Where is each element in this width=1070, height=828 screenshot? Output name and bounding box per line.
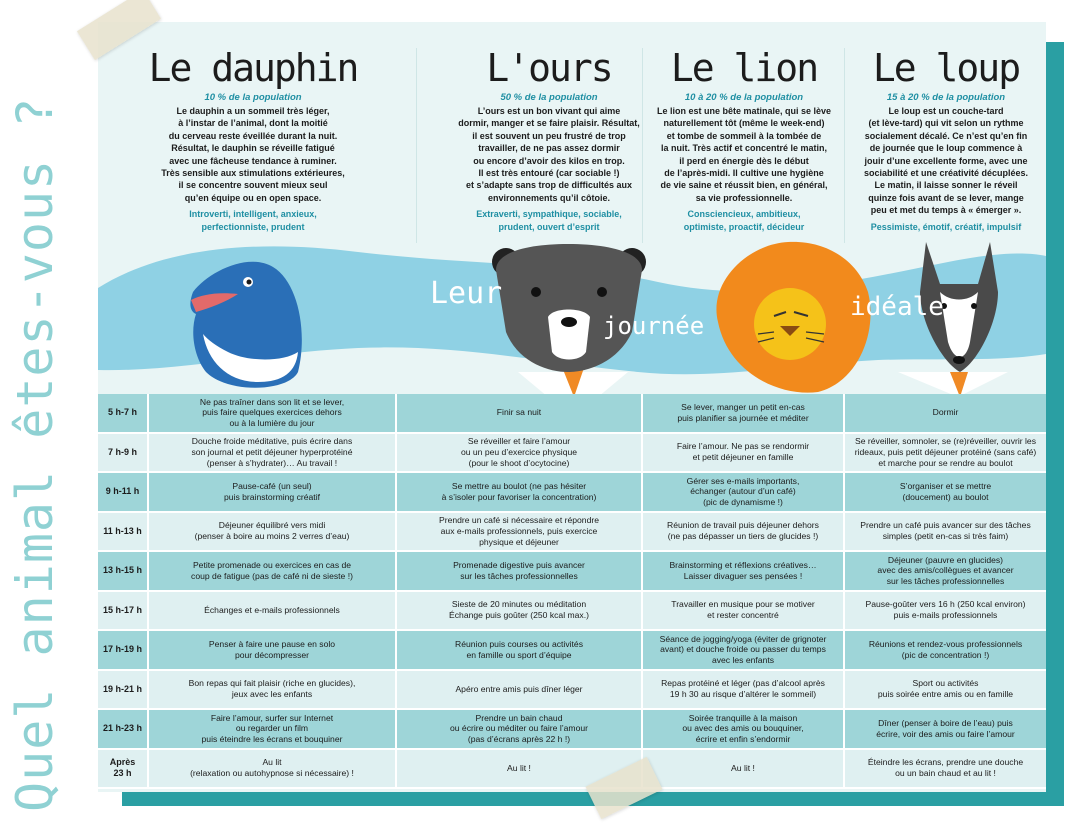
poster <box>98 22 1046 792</box>
schedule-cell: Au lit ! <box>642 749 844 789</box>
schedule-cell: Sieste de 20 minutes ou méditation Échange puis goûter (250 kcal max.) <box>396 591 642 631</box>
schedule-cell: Pause-goûter vers 16 h (250 kcal environ) puis e-mails professionnels <box>844 591 1046 631</box>
schedule-cell: Faire l’amour. Ne pas se rendormir et petit déjeuner en famille <box>642 433 844 473</box>
animal-desc: Le lion est une bête matinale, qui se lève naturellement tôt (même le week-end) et tombe de sommeil à la tombée de la nuit. Très actif et concentré le matin, il perd en énergie dès le début de l’après-midi. Il cultive une hygiène de vie saine et réussit bien, en général, sa vie professionnelle. <box>656 106 832 203</box>
schedule-cell: Réunion de travail puis déjeuner dehors (ne pas dépasser un tiers de glucides !) <box>642 512 844 552</box>
animal-pct: 50 % de la population <box>500 92 598 103</box>
schedule-cell: Prendre un café puis avancer sur des tâches simples (petit en-cas si très faim) <box>844 512 1046 552</box>
schedule-cell: Se mettre au boulot (ne pas hésiter à s’isoler pour favoriser la concentration) <box>396 472 642 512</box>
schedule-cell: Promenade digestive puis avancer sur les tâches professionnelles <box>396 551 642 591</box>
table-row <box>98 749 1046 789</box>
schedule-cell: Séance de jogging/yoga (éviter de grignoter avant) et douche froide ou passer du temps avec les enfants <box>642 630 844 670</box>
table-row <box>98 394 1046 433</box>
time-slot: 19 h-21 h <box>98 670 148 710</box>
schedule-cell: Petite promenade ou exercices en cas de coup de fatigue (pas de café ni de sieste !) <box>148 551 396 591</box>
animal-traits: Extraverti, sympathique, sociable, prudent, ouvert d’esprit <box>476 209 622 232</box>
table-row <box>98 551 1046 591</box>
band-word-3: idéale <box>850 292 944 322</box>
schedule-cell: Apéro entre amis puis dîner léger <box>396 670 642 710</box>
band-word-2: journée <box>603 312 705 340</box>
schedule-cell: Soirée tranquille à la maison ou avec des amis ou bouquiner, écrire et enfin s’endormir <box>642 709 844 749</box>
schedule-cell: Éteindre les écrans, prendre une douche ou un bain chaud et au lit ! <box>844 749 1046 789</box>
schedule-cell: Travailler en musique pour se motiver et rester concentré <box>642 591 844 631</box>
table-row <box>98 512 1046 552</box>
animal-pct: 15 à 20 % de la population <box>886 92 1006 103</box>
table-row <box>98 709 1046 749</box>
table-row <box>98 433 1046 473</box>
schedule-cell: Douche froide méditative, puis écrire dans son journal et petit déjeuner hyperprotéiné (penser à s’hydrater)… Au travail ! <box>148 433 396 473</box>
time-slot: 15 h-17 h <box>98 591 148 631</box>
animal-desc: L’ours est un bon vivant qui aime dormir, manger et se faire plaisir. Résultat, il est souvent un peu frustré de trop travailler, de ne pas assez dormir ou encore d’avoir des kilos en trop. Il est très entouré (car sociable !) et s’adapte sans trop de difficultés aux environnements qu’il côtoie. <box>458 106 640 203</box>
animal-desc: Le loup est un couche-tard (et lève-tard) qui vit selon un rythme socialement décalé. Ce n’est qu’en fin de journée que le loup commence à jouir d’une excellente forme, avec une sociabilité et une créativité décuplées. Le matin, il laisse sonner le réveil quinze fois avant de se lever, mange peu et met du temps à « émerger ». <box>863 106 1029 216</box>
side-title: Quel animal êtes-vous ? <box>6 96 64 812</box>
band-word-1: Leur <box>430 276 503 311</box>
schedule-cell: Pause-café (un seul) puis brainstorming créatif <box>148 472 396 512</box>
schedule-cell: Bon repas qui fait plaisir (riche en glucides), jeux avec les enfants <box>148 670 396 710</box>
schedule-cell: Penser à faire une pause en solo pour décompresser <box>148 630 396 670</box>
time-slot: 9 h-11 h <box>98 472 148 512</box>
schedule-cell: Gérer ses e-mails importants, échanger (autour d’un café) (pic de dynamisme !) <box>642 472 844 512</box>
animal-desc: Le dauphin a un sommeil très léger, à l’instar de l’animal, dont la moitié du cerveau reste éveillée durant la nuit. Résultat, le dauphin se réveille fatigué avec une fâcheuse tendance à ruminer. Très sensible aux stimulations extérieures, il se concentre souvent mieux seul qu’en équipe ou en open space. <box>161 106 345 203</box>
column-divider <box>642 48 643 243</box>
time-slot: Après 23 h <box>98 749 148 789</box>
animal-name: L'ours <box>486 46 612 90</box>
schedule-cell: Sport ou activités puis soirée entre amis ou en famille <box>844 670 1046 710</box>
table-row <box>98 472 1046 512</box>
animal-wolf <box>846 46 1046 233</box>
table-row <box>98 670 1046 710</box>
schedule-cell: Au lit ! <box>396 749 642 789</box>
schedule-cell: Se réveiller, somnoler, se (re)réveiller, ouvrir les rideaux, puis petit déjeuner protéiné (sans café) et marche pour se rendre au boulot <box>844 433 1046 473</box>
animal-traits: Consciencieux, ambitieux, optimiste, proactif, décideur <box>683 209 805 232</box>
schedule-cell: Au lit (relaxation ou autohypnose si nécessaire) ! <box>148 749 396 789</box>
schedule-cell: Finir sa nuit <box>396 394 642 433</box>
animal-pct: 10 à 20 % de la population <box>684 92 804 103</box>
time-slot: 5 h-7 h <box>98 394 148 433</box>
animal-name: Le dauphin <box>148 46 358 90</box>
schedule-cell: Déjeuner équilibré vers midi (penser à boire au moins 2 verres d’eau) <box>148 512 396 552</box>
schedule-cell: Prendre un bain chaud ou écrire ou méditer ou faire l’amour (pas d’écrans après 22 h !) <box>396 709 642 749</box>
schedule-cell: Réunions et rendez-vous professionnels (pic de concentration !) <box>844 630 1046 670</box>
dolphin-icon <box>190 262 301 388</box>
schedule-cell: Brainstorming et réflexions créatives… Laisser divaguer ses pensées ! <box>642 551 844 591</box>
animal-traits: Introverti, intelligent, anxieux, perfectionniste, prudent <box>189 209 317 232</box>
schedule-cell: Réunion puis courses ou activités en famille ou sport d’équipe <box>396 630 642 670</box>
schedule-cell: Déjeuner (pauvre en glucides) avec des amis/collègues et avancer sur les tâches professionnelles <box>844 551 1046 591</box>
schedule-cell: Dormir <box>844 394 1046 433</box>
schedule-cell: Échanges et e-mails professionnels <box>148 591 396 631</box>
table-row <box>98 630 1046 670</box>
time-slot: 21 h-23 h <box>98 709 148 749</box>
schedule-table <box>98 394 1046 789</box>
animal-name: Le loup <box>872 46 1020 90</box>
schedule-cell: Faire l’amour, surfer sur Internet ou regarder un film puis éteindre les écrans et bouquiner <box>148 709 396 749</box>
schedule-cell: Prendre un café si nécessaire et répondre aux e-mails professionnels, puis exercice physique et déjeuner <box>396 512 642 552</box>
time-slot: 17 h-19 h <box>98 630 148 670</box>
time-slot: 7 h-9 h <box>98 433 148 473</box>
schedule-cell: Se lever, manger un petit en-cas puis planifier sa journée et méditer <box>642 394 844 433</box>
schedule-cell: Se réveiller et faire l’amour ou un peu d’exercice physique (pour le shoot d’ocytocine) <box>396 433 642 473</box>
animal-lion <box>644 46 844 233</box>
column-divider <box>844 48 845 243</box>
schedule-cell: S’organiser et se mettre (doucement) au boulot <box>844 472 1046 512</box>
time-slot: 13 h-15 h <box>98 551 148 591</box>
time-slot: 11 h-13 h <box>98 512 148 552</box>
animal-bear <box>444 46 654 233</box>
table-row <box>98 591 1046 631</box>
schedule-cell: Repas protéiné et léger (pas d’alcool après 19 h 30 au risque d’altérer le sommeil) <box>642 670 844 710</box>
column-divider <box>416 48 417 243</box>
animal-dolphin <box>148 46 358 233</box>
animal-traits: Pessimiste, émotif, créatif, impulsif <box>870 221 1022 232</box>
schedule-cell: Ne pas traîner dans son lit et se lever, puis faire quelques exercices dehors ou à la lumière du jour <box>148 394 396 433</box>
animal-pct: 10 % de la population <box>204 92 302 103</box>
animal-name: Le lion <box>670 46 818 90</box>
schedule-cell: Dîner (penser à boire de l’eau) puis écrire, voir des amis ou faire l’amour <box>844 709 1046 749</box>
